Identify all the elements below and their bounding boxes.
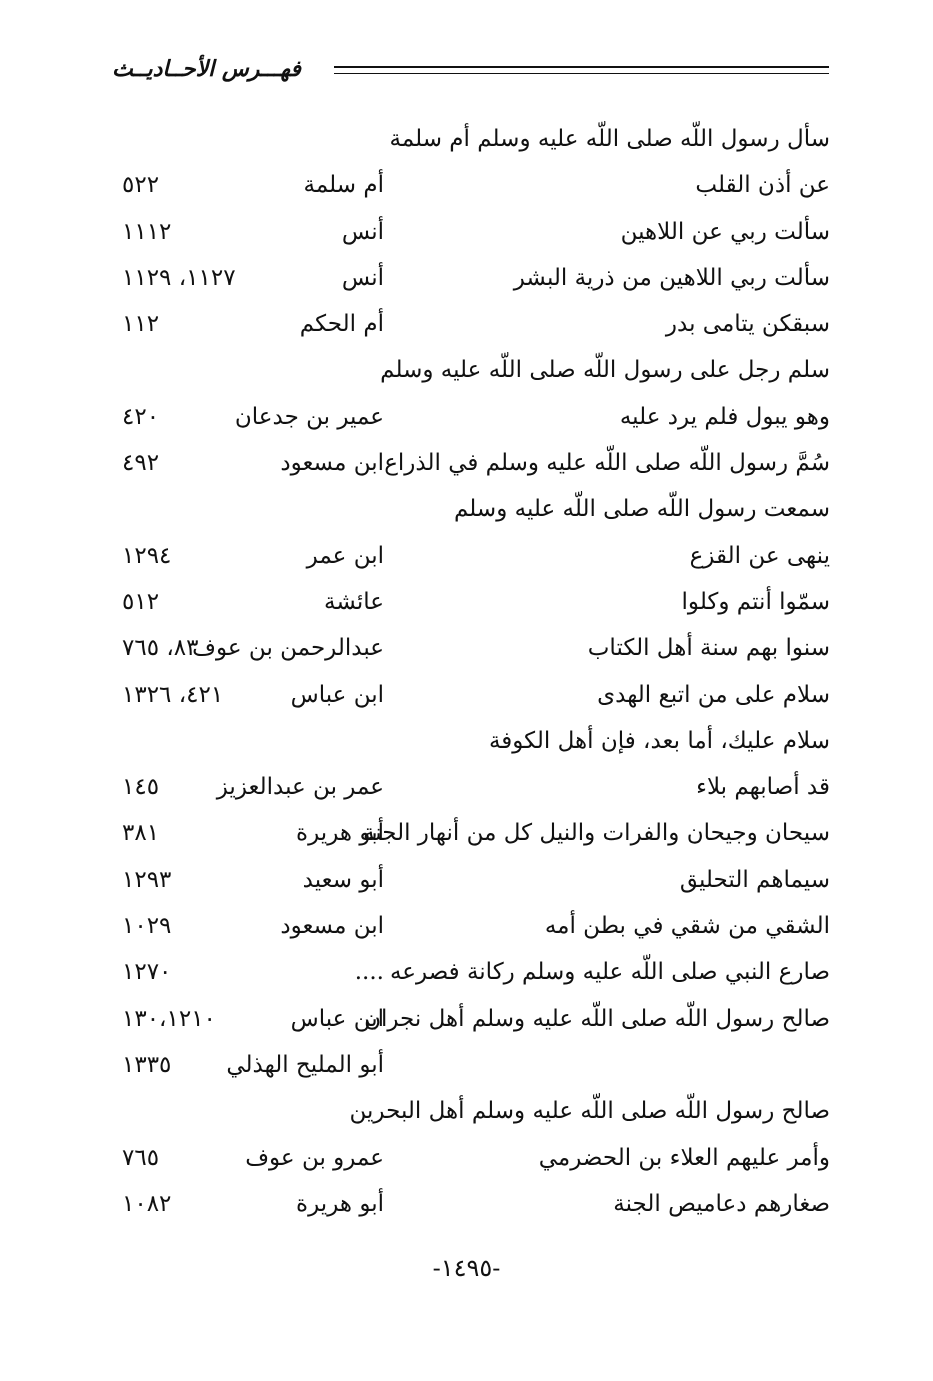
index-entry [110, 810, 830, 856]
page-references: ٣٨١ [122, 820, 160, 847]
narrator-name: ابن عباس [290, 681, 384, 708]
page-references: ٥٢٢ [122, 172, 160, 199]
narrator-name: أم سلمة [303, 172, 384, 199]
index-entry [110, 533, 830, 579]
hadith-text: ينهى عن القزع [689, 542, 830, 569]
narrator-name: أبو هريرة [296, 1190, 384, 1217]
narrator-name: أبو سعيد [302, 866, 384, 893]
index-entry [110, 162, 830, 208]
index-entry [110, 764, 830, 810]
hadith-text: سلم رجل على رسول اللّه صلى اللّه عليه وسلم [380, 357, 830, 384]
hadith-text: صغارهم دعاميص الجنة [613, 1190, 830, 1217]
index-entry [110, 347, 830, 393]
page-references: ١٤٥ [122, 774, 160, 801]
hadith-text: سمعت رسول اللّه صلى اللّه عليه وسلم [454, 496, 830, 523]
narrator-name: عبدالرحمن بن عوف [192, 635, 384, 662]
narrator-name: عمير بن جدعان [234, 403, 384, 430]
index-entry [110, 903, 830, 949]
hadith-text: صالح رسول اللّه صلى اللّه عليه وسلم أهل البحرين [349, 1098, 830, 1125]
index-entry [110, 996, 830, 1042]
hadith-text: سبقكن يتامى بدر [665, 311, 830, 338]
index-entry [110, 949, 830, 995]
page-references: ١٢٩٣ [122, 866, 172, 893]
page-references: ١٣٠،١٢١٠ [122, 1005, 216, 1032]
index-entry [110, 116, 830, 162]
page-references: ٨٣، ٧٦٥ [122, 635, 199, 662]
index-entry [110, 486, 830, 532]
narrator-name: ابن عمر [306, 542, 384, 569]
running-header [112, 54, 829, 84]
narrator-name: أنس [341, 264, 384, 291]
index-entry [110, 255, 830, 301]
narrator-name: ابن مسعود [280, 913, 384, 940]
hadith-text: سألت ربي عن اللاهين [620, 218, 830, 245]
index-entry [110, 718, 830, 764]
index-entry [110, 857, 830, 903]
index-entry [110, 1042, 830, 1088]
page-references: ١٣٣٥ [122, 1051, 172, 1078]
page-references: ١٢٧٠ [122, 959, 172, 986]
narrator-name: أبو هريرة [296, 820, 384, 847]
page-references: ٤٢٠ [122, 403, 160, 430]
hadith-text: وهو يبول فلم يرد عليه [619, 403, 830, 430]
narrator-name: عمرو بن عوف [245, 1144, 384, 1171]
index-entry [110, 625, 830, 671]
hadith-text: سيحان وجيحان والفرات والنيل كل من أنهار الجنة [362, 820, 830, 847]
page-references: ٥١٢ [122, 588, 160, 615]
hadith-text: سُمَّ رسول اللّه صلى اللّه عليه وسلم في الذراع [384, 450, 830, 477]
index-entry [110, 579, 830, 625]
hadith-text: صالح رسول اللّه صلى اللّه عليه وسلم أهل نجران [364, 1005, 830, 1032]
narrator-name: عائشة [324, 588, 384, 615]
narrator-name: ابن عباس [290, 1005, 384, 1032]
page-references: ٤٢١، ١٣٢٦ [122, 681, 224, 708]
index-entry [110, 1088, 830, 1134]
page-references: ١٠٨٢ [122, 1190, 172, 1217]
page-references: ١١١٢ [122, 218, 172, 245]
narrator-name: عمر بن عبدالعزيز [216, 774, 384, 801]
index-entry [110, 1135, 830, 1181]
page-references: ١١٢ [122, 311, 160, 338]
header-title: فهـــرس الأحــاديــث [112, 56, 301, 82]
index-entry [110, 394, 830, 440]
hadith-text: سمّوا أنتم وكلوا [681, 588, 830, 615]
hadith-text: سنوا بهم سنة أهل الكتاب [587, 635, 830, 662]
hadith-text: سألت ربي اللاهين من ذرية البشر [513, 264, 830, 291]
header-rule-bottom [334, 73, 829, 74]
page-number: -١٤٩٥- [432, 1254, 501, 1282]
hadith-text: الشقي من شقي في بطن أمه [544, 913, 830, 940]
page-references: ٤٩٢ [122, 450, 160, 477]
narrator-name: أبو المليح الهذلي [226, 1051, 384, 1078]
narrator-name: أنس [341, 218, 384, 245]
hadith-text: قد أصابهم بلاء [696, 774, 830, 801]
narrator-name: .... [354, 959, 384, 986]
page-references: ١١٢٧، ١١٢٩ [122, 264, 236, 291]
index-entry [110, 209, 830, 255]
narrator-name: أم الحكم [299, 311, 384, 338]
hadith-text: سلام على من اتبع الهدى [597, 681, 830, 708]
index-entry [110, 440, 830, 486]
header-rule-top [334, 66, 829, 68]
hadith-text: سيماهم التحليق [679, 866, 830, 893]
hadith-text: سلام عليك، أما بعد، فإن أهل الكوفة [488, 727, 830, 754]
index-entry [110, 301, 830, 347]
hadith-text: سأل رسول اللّه صلى اللّه عليه وسلم أم سلمة [389, 126, 830, 152]
index-entry [110, 1181, 830, 1227]
hadith-text: عن أذن القلب [695, 172, 830, 199]
narrator-name: ابن مسعود [280, 450, 384, 477]
hadith-index-list [110, 116, 830, 1227]
page-references: ١٠٢٩ [122, 913, 172, 940]
page-references: ٧٦٥ [122, 1144, 160, 1171]
hadith-text: صارع النبي صلى اللّه عليه وسلم ركانة فصرعه [389, 959, 830, 986]
index-entry [110, 672, 830, 718]
page-references: ١٢٩٤ [122, 542, 172, 569]
hadith-text: وأمر عليهم العلاء بن الحضرمي [538, 1144, 830, 1171]
